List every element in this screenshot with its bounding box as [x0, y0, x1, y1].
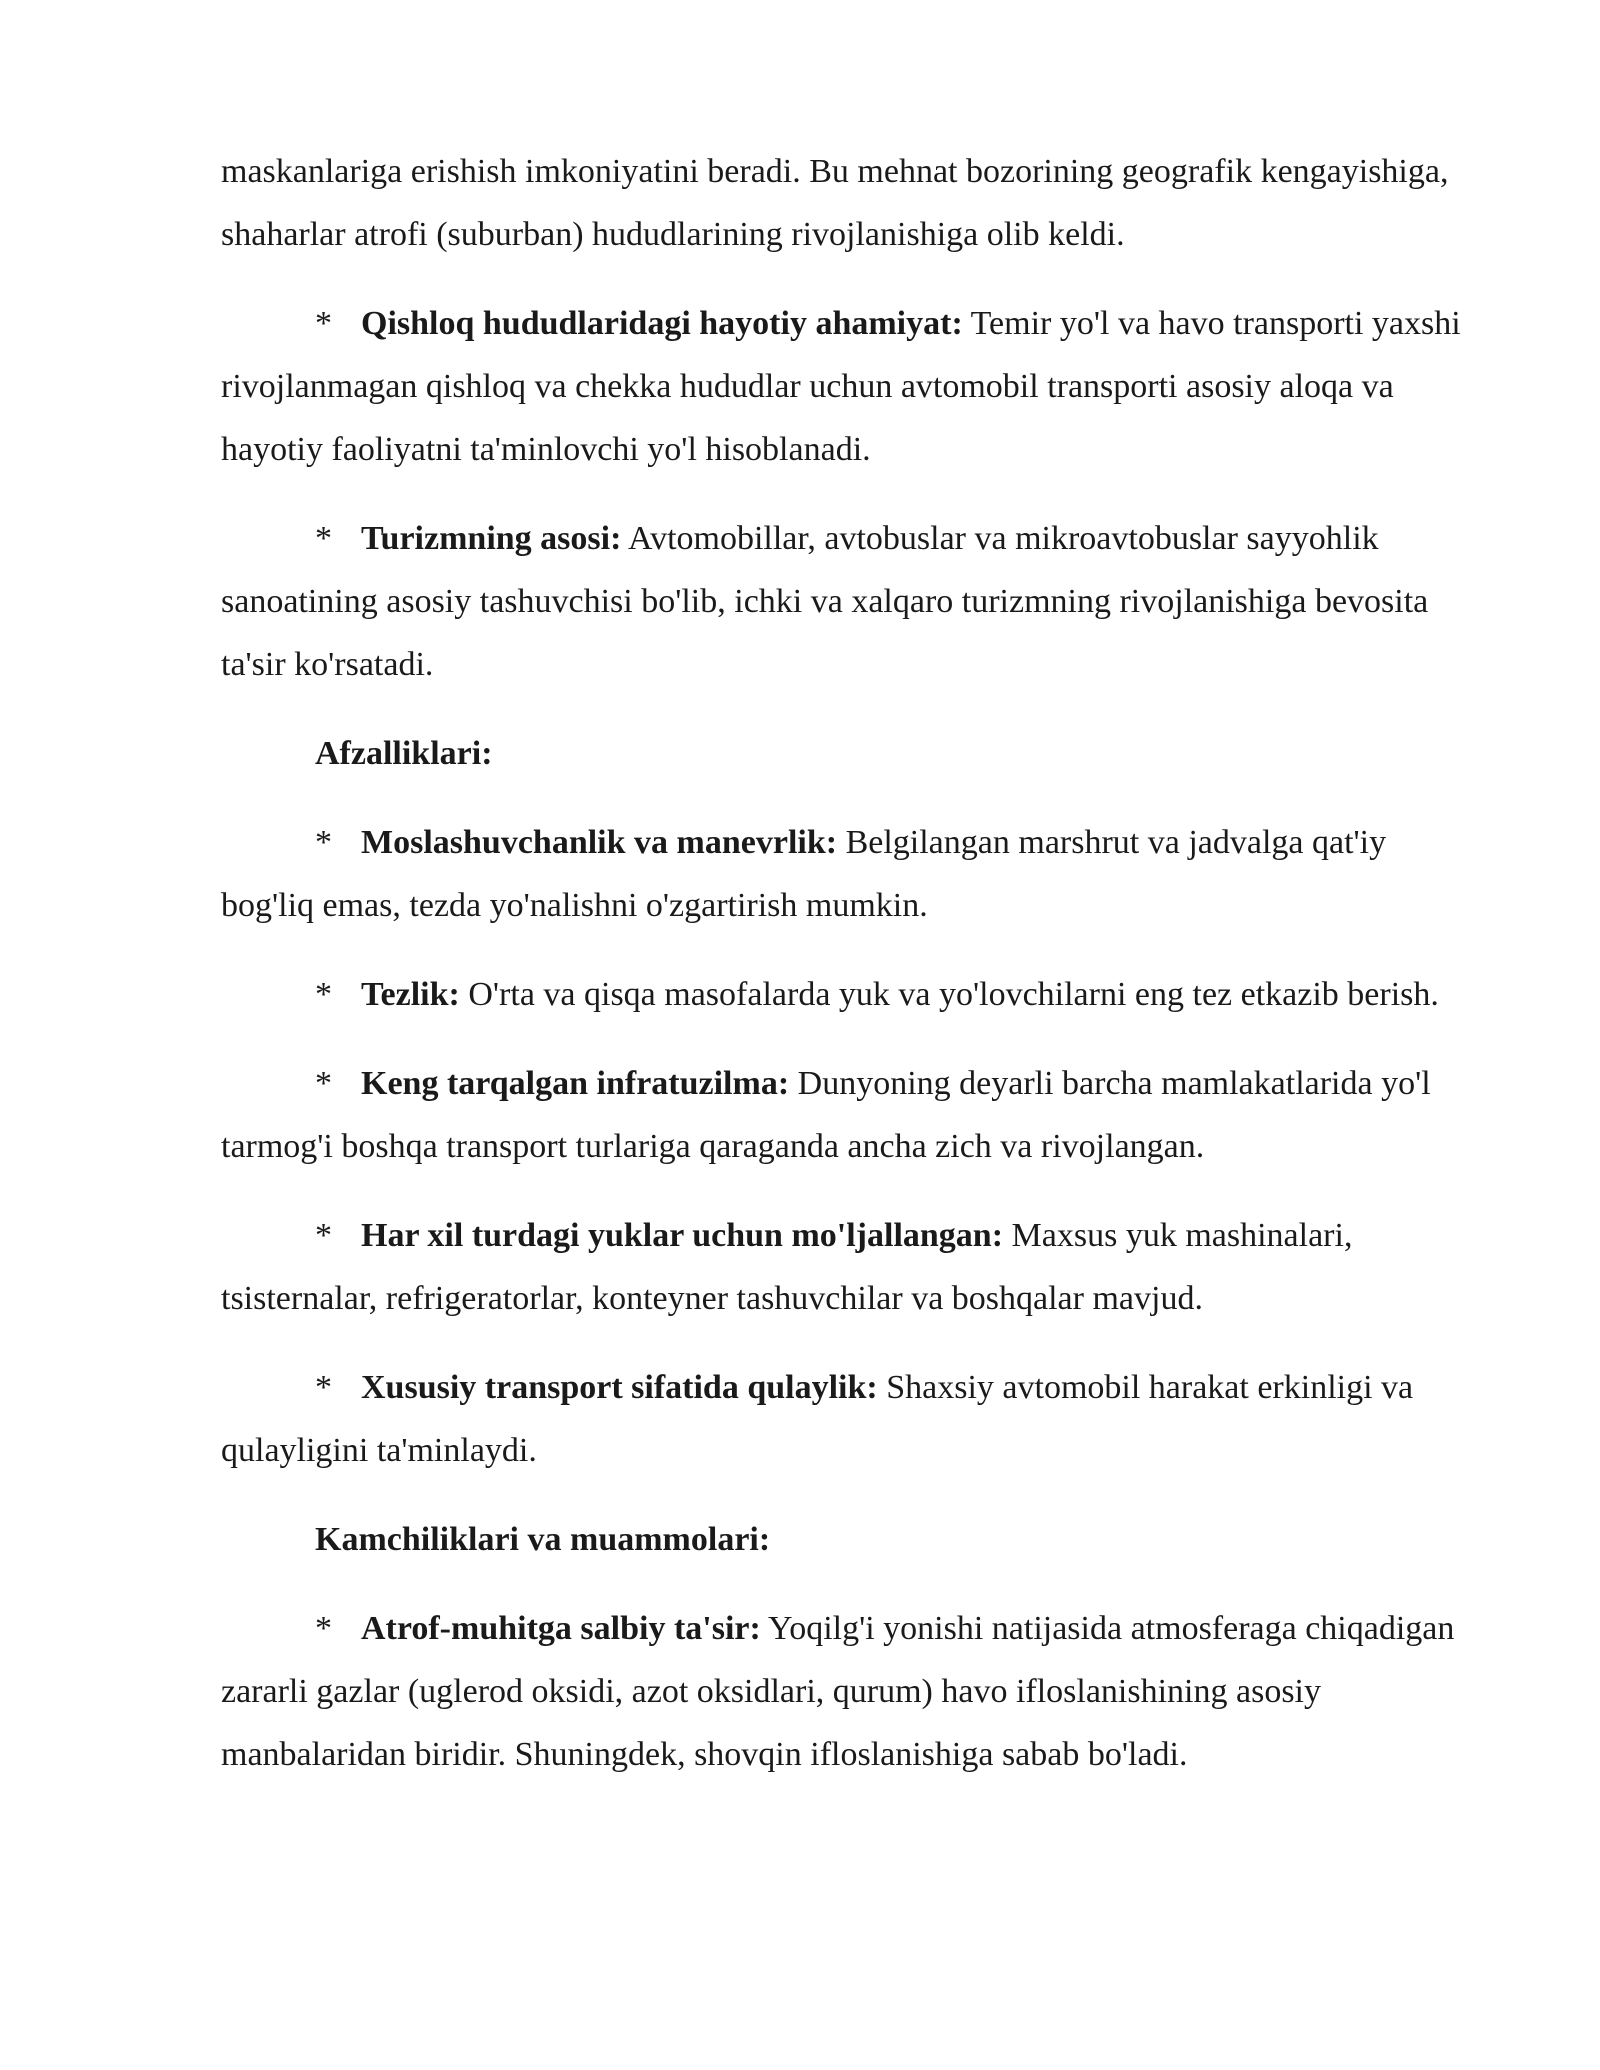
- list-item-text: Maxsus yuk mashinalari, tsisternalar, refrigeratorlar, konteyner tashuvchilar va boshqalar mavjud.: [221, 1217, 1353, 1317]
- list-item-title: Moslashuvchanlik va manevrlik:: [361, 824, 838, 861]
- list-item-text: Dunyoning deyarli barcha mamlakatlarida yo'l tarmog'i boshqa transport turlariga qaraganda ancha zich va rivojlangan.: [221, 1065, 1431, 1165]
- list-item: [221, 1597, 1481, 1786]
- list-item-title: Keng tarqalgan infratuzilma:: [361, 1065, 790, 1102]
- list-item-text: Avtomobillar, avtobuslar va mikroavtobuslar sayyohlik sanoatining asosiy tashuvchisi bo'lib, ichki va xalqaro turizmning rivojlanishiga bevosita ta'sir ko'rsatadi.: [221, 520, 1429, 683]
- list-item-title: Turizmning asosi:: [361, 520, 622, 557]
- bullet-marker: *: [315, 1610, 332, 1647]
- bullet-marker: *: [315, 305, 332, 342]
- bullet-marker: *: [315, 1065, 332, 1102]
- disadvantages-heading: Kamchiliklari va muammolari:: [315, 1521, 771, 1558]
- list-item-text: Belgilangan marshrut va jadvalga qat'iy bog'liq emas, tezda yo'nalishni o'zgartirish mumkin.: [221, 824, 1387, 924]
- list-item-title: Qishloq hududlaridagi hayotiy ahamiyat:: [361, 305, 963, 342]
- list-item-text: Shaxsiy avtomobil harakat erkinligi va qulayligini ta'minlaydi.: [221, 1369, 1414, 1469]
- list-item: [221, 811, 1481, 937]
- list-item-text: Yoqilg'i yonishi natijasida atmosferaga chiqadigan zararli gazlar (uglerod oksidi, azot oksidlari, qurum) havo ifloslanishining asosiy manbalaridan biridir. Shuningdek, shovqin ifloslanishiga sabab bo'ladi.: [221, 1610, 1455, 1773]
- bullet-marker: *: [315, 1369, 332, 1406]
- list-item-title: Tezlik:: [361, 976, 460, 1013]
- bullet-marker: *: [315, 1217, 332, 1254]
- bullet-marker: *: [315, 976, 332, 1013]
- advantages-heading: Afzalliklari:: [315, 735, 493, 772]
- list-item: [221, 963, 1481, 1026]
- bullet-marker: *: [315, 520, 332, 557]
- list-item: [221, 1052, 1481, 1178]
- list-item: [221, 1204, 1481, 1330]
- document-body: [221, 140, 1481, 1812]
- list-item-text: Temir yo'l va havo transporti yaxshi rivojlanmagan qishloq va chekka hududlar uchun avtomobil transporti asosiy aloqa va hayotiy faoliyatni ta'minlovchi yo'l hisoblanadi.: [221, 305, 1461, 468]
- bullet-marker: *: [315, 824, 332, 861]
- list-item-title: Har xil turdagi yuklar uchun mo'ljallangan:: [361, 1217, 1004, 1254]
- list-item-title: Xususiy transport sifatida qulaylik:: [361, 1369, 878, 1406]
- list-item: [221, 1356, 1481, 1482]
- list-item-text: O'rta va qisqa masofalarda yuk va yo'lovchilarni eng tez etkazib berish.: [459, 976, 1439, 1013]
- list-item-title: Atrof-muhitga salbiy ta'sir:: [361, 1610, 761, 1647]
- list-item: [221, 507, 1481, 696]
- list-item: [221, 292, 1481, 481]
- intro-paragraph: maskanlariga erishish imkoniyatini beradi. Bu mehnat bozorining geografik kengayishiga, shaharlar atrofi (suburban) hududlarining rivojlanishiga olib keldi.: [221, 153, 1449, 253]
